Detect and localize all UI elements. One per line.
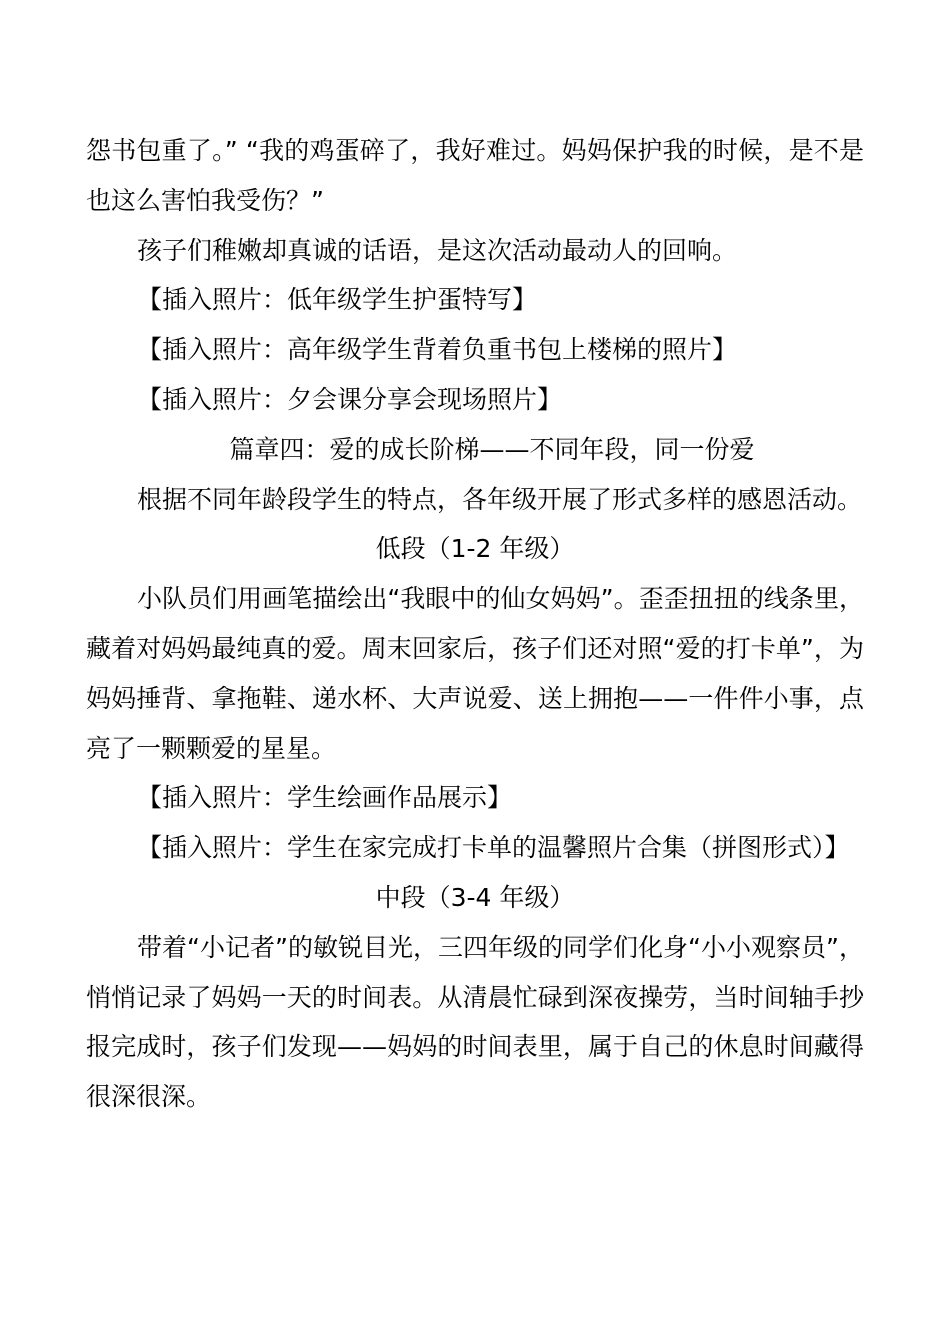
photo-placeholder-backpack: 【插入照片：高年级学生背着负重书包上楼梯的照片】 <box>137 335 738 365</box>
paragraph-intro: 根据不同年龄段学生的特点，各年级开展了形式多样的感恩活动。 <box>137 484 863 514</box>
photo-placeholder-egg: 【插入照片：低年级学生护蛋特写】 <box>137 285 538 315</box>
section-heading-lower-grades: 低段（1-2 年级） <box>375 534 575 564</box>
paragraph-middle-grades: 带着“小记者”的敏锐目光，三四年级的同学们化身“小小观察员”，悄悄记录了妈妈一天的时间表。从清晨忙碌到深夜操劳，当时间轴手抄报完成时，孩子们发现——妈妈的时间表里，属于自己的休息时间藏得很深很深。 <box>86 932 864 1112</box>
photo-placeholder-checkin: 【插入照片：学生在家完成打卡单的温馨照片合集（拼图形式）】 <box>137 833 850 863</box>
paragraph-lower-grades: 小队员们用画笔描绘出“我眼中的仙女妈妈”。歪歪扭扭的线条里，藏着对妈妈最纯真的爱。周末回家后，孩子们还对照“爱的打卡单”，为妈妈捶背、拿拖鞋、递水杯、大声说爱、送上拥抱——一件件小事，点亮了一颗颗爱的星星。 <box>86 584 864 763</box>
paragraph-continuation: 怨书包重了。” “我的鸡蛋碎了，我好难过。妈妈保护我的时候，是不是也这么害怕我受伤？” <box>86 136 864 215</box>
paragraph-reflection: 孩子们稚嫩却真诚的话语，是这次活动最动人的回响。 <box>137 235 738 265</box>
photo-placeholder-sharing: 【插入照片：夕会课分享会现场照片】 <box>137 384 563 414</box>
photo-placeholder-drawings: 【插入照片：学生绘画作品展示】 <box>137 783 513 813</box>
chapter-heading: 篇章四：爱的成长阶梯——不同年段，同一份爱 <box>229 434 755 464</box>
document-body <box>86 126 864 1122</box>
section-heading-middle-grades: 中段（3-4 年级） <box>375 882 575 912</box>
